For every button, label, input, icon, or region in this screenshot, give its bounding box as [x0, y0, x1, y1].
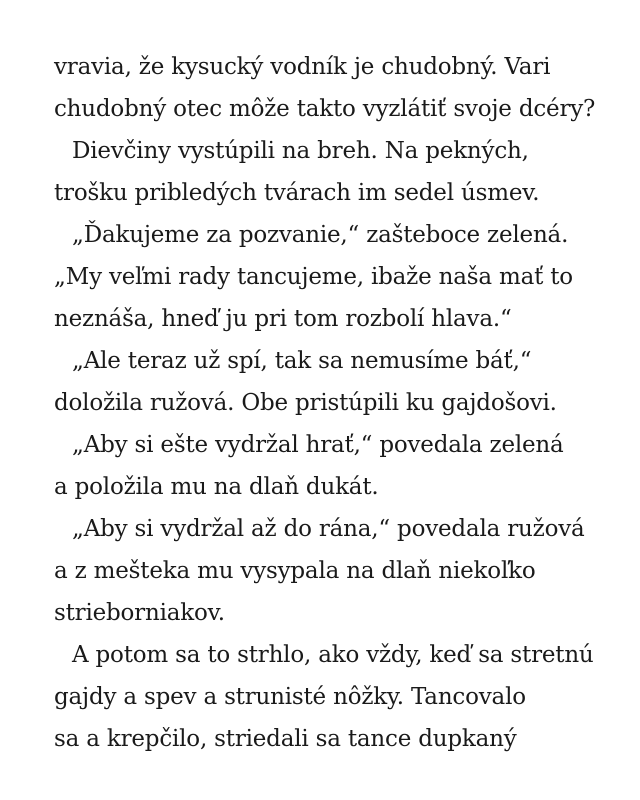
text-line-paragraph-start: „Aby si ešte vydržal hrať,“ povedala zelená: [72, 432, 564, 458]
text-line-paragraph-start: A potom sa to strhlo, ako vždy, keď sa stretnú: [72, 642, 594, 668]
text-line: gajdy a spev a strunisté nôžky. Tancovalo: [54, 684, 526, 710]
text-line-paragraph-start: „Ale teraz už spí, tak sa nemusíme báť,“: [72, 348, 532, 374]
text-line: neznáša, hneď ju pri tom rozbolí hlava.“: [54, 306, 512, 332]
text-line: trošku pribledých tvárach im sedel úsmev.: [54, 180, 540, 206]
text-line: sa a krepčilo, striedali sa tance dupkaný: [54, 726, 517, 752]
text-line: chudobný otec môže takto vyzlátiť svoje dcéry?: [54, 96, 596, 122]
text-line: doložila ružová. Obe pristúpili ku gajdošovi.: [54, 390, 557, 416]
page-body-text: [54, 46, 614, 760]
text-line: strieborniakov.: [54, 600, 225, 626]
text-line: vravia, že kysucký vodník je chudobný. Vari: [54, 54, 551, 80]
text-line: „My veľmi rady tancujeme, ibaže naša mať to: [54, 264, 573, 290]
text-line-paragraph-start: „Aby si vydržal až do rána,“ povedala ružová: [72, 516, 585, 542]
text-line-paragraph-start: „Ďakujeme za pozvanie,“ zašteboce zelená.: [72, 222, 569, 248]
text-line-paragraph-start: Dievčiny vystúpili na breh. Na pekných,: [72, 138, 529, 164]
text-line: a z mešteka mu vysypala na dlaň niekoľko: [54, 558, 536, 584]
text-line: a položila mu na dlaň dukát.: [54, 474, 379, 500]
